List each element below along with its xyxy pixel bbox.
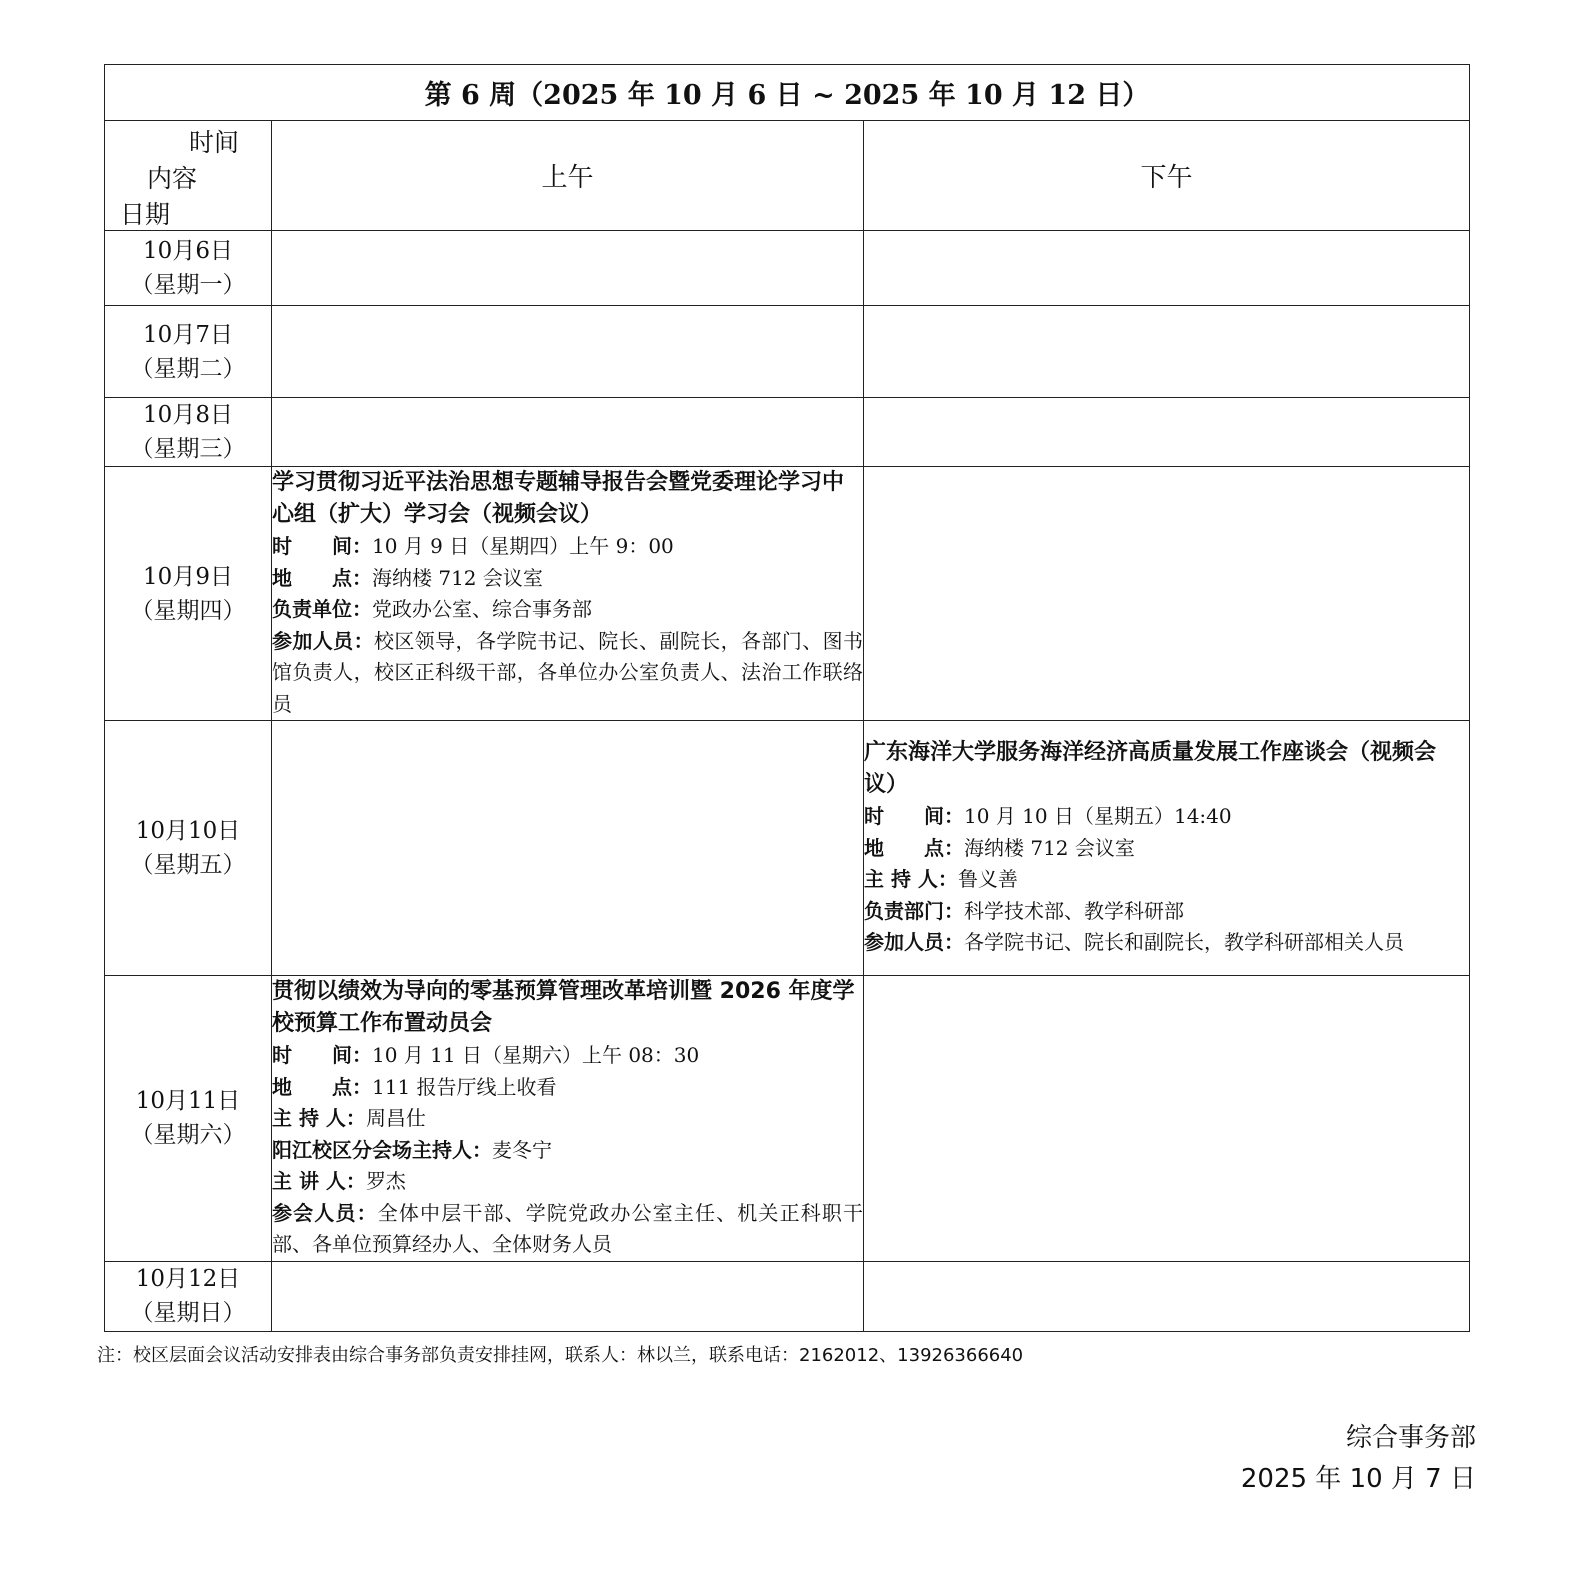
event-place-line — [864, 833, 1469, 865]
event-branch-host-label: 阳江校区分会场主持人： — [272, 1137, 492, 1162]
morning-header: 上午 — [272, 121, 864, 231]
event-speaker: 罗杰 — [365, 1169, 406, 1193]
event-time-line — [864, 801, 1469, 833]
table-row — [105, 1261, 1470, 1331]
event-host: 鲁义善 — [957, 867, 1018, 892]
event-title: 广东海洋大学服务海洋经济高质量发展工作座谈会（视频会议） — [864, 740, 1437, 798]
event-place: 111 报告厅线上收看 — [372, 1074, 557, 1099]
corner-time-label: 时间 — [189, 128, 240, 157]
event-place: 海纳楼 712 会议室 — [372, 565, 543, 590]
date-label: 10月10日 — [135, 818, 241, 844]
table-row — [105, 467, 1470, 721]
date-cell — [105, 976, 272, 1262]
event-attendees-label: 参会人员： — [272, 1200, 378, 1225]
event-oct9-morning — [272, 467, 864, 721]
afternoon-header: 下午 — [864, 121, 1470, 231]
weekday-label: （星期三） — [130, 436, 246, 462]
weekday-label: （星期二） — [130, 355, 246, 382]
date-label: 10月7日 — [143, 321, 233, 348]
date-label: 10月8日 — [143, 402, 233, 428]
date-cell — [105, 231, 272, 306]
afternoon-cell — [864, 231, 1470, 306]
date-cell — [105, 1261, 272, 1331]
event-host: 周昌仕 — [365, 1106, 426, 1130]
event-time-label: 时 间： — [272, 534, 372, 558]
morning-cell — [272, 721, 864, 976]
event-branch-host: 麦冬宁 — [492, 1137, 552, 1162]
event-attendees-line — [272, 626, 863, 721]
morning-cell — [272, 1261, 864, 1331]
event-time: 10 月 11 日（星期六）上午 08：30 — [372, 1043, 700, 1067]
table-row — [105, 721, 1470, 976]
event-title: 学习贯彻习近平法治思想专题辅导报告会暨党委理论学习中心组（扩大）学习会（视频会议） — [272, 470, 845, 527]
event-time-line — [272, 531, 863, 563]
event-unit-line — [272, 594, 863, 626]
event-attendees-label: 参加人员： — [272, 628, 374, 653]
afternoon-cell — [864, 306, 1470, 398]
date-cell — [105, 721, 272, 976]
event-place-line — [272, 1072, 863, 1104]
weekday-label: （星期日） — [130, 1300, 246, 1326]
weekday-label: （星期一） — [130, 272, 246, 298]
table-row — [105, 398, 1470, 467]
header-row — [105, 121, 1470, 231]
event-place-line — [272, 563, 863, 595]
morning-cell — [272, 398, 864, 467]
event-oct11-morning — [272, 976, 864, 1262]
event-host-line — [272, 1103, 863, 1135]
date-cell — [105, 467, 272, 721]
event-time-line — [272, 1040, 863, 1072]
event-dept-label: 负责部门： — [864, 898, 964, 923]
weekday-label: （星期四） — [130, 597, 246, 624]
morning-cell — [272, 306, 864, 398]
weekday-label: （星期五） — [130, 852, 246, 878]
event-attendees-label: 参加人员： — [864, 930, 964, 955]
event-time: 10 月 10 日（星期五）14:40 — [964, 804, 1232, 829]
corner-date-label: 日期 — [120, 200, 171, 229]
afternoon-cell — [864, 467, 1470, 721]
signature-department: 综合事务部 — [1345, 1423, 1476, 1453]
event-attendees: 全体中层干部、学院党政办公室主任、机关正科职干部、各单位预算经办人、全体财务人员 — [272, 1200, 864, 1256]
afternoon-cell — [864, 1261, 1470, 1331]
event-branch-host-line — [272, 1135, 863, 1167]
event-attendees: 各学院书记、院长和副院长，教学科研部相关人员 — [964, 930, 1404, 955]
event-host-line — [864, 864, 1469, 896]
date-label: 10月12日 — [135, 1266, 241, 1292]
morning-cell — [272, 231, 864, 306]
title-row — [105, 65, 1470, 121]
table-row — [105, 231, 1470, 306]
event-host-label: 主 持 人： — [272, 1106, 366, 1130]
event-speaker-line — [272, 1166, 863, 1198]
event-title: 贯彻以绩效为导向的零基预算管理改革培训暨 2026 年度学校预算工作布置动员会 — [272, 979, 855, 1036]
afternoon-cell — [864, 398, 1470, 467]
event-time-label: 时 间： — [864, 804, 964, 829]
event-time: 10 月 9 日（星期四）上午 9：00 — [372, 534, 674, 558]
schedule-title: 第 6 周（2025 年 10 月 6 日 ~ 2025 年 10 月 12 日） — [105, 65, 1470, 121]
event-attendees: 校区领导，各学院书记、院长、副院长，各部门、图书馆负责人，校区正科级干部，各单位办公室负责人、法治工作联络员 — [272, 628, 864, 716]
date-label: 10月6日 — [143, 238, 233, 264]
event-place: 海纳楼 712 会议室 — [964, 835, 1135, 860]
table-row — [105, 306, 1470, 398]
date-cell — [105, 398, 272, 467]
event-place-label: 地 点： — [272, 565, 372, 590]
weekday-label: （星期六） — [130, 1122, 246, 1149]
schedule-table — [104, 64, 1470, 1332]
footnote: 注：校区层面会议活动安排表由综合事务部负责安排挂网，联系人：林以兰，联系电话：2162012、13926366640 — [97, 1345, 1024, 1366]
date-cell — [105, 306, 272, 398]
event-time-label: 时 间： — [272, 1043, 372, 1067]
afternoon-cell — [864, 976, 1470, 1262]
corner-header — [105, 121, 272, 231]
signature-date: 2025 年 10 月 7 日 — [1240, 1464, 1476, 1494]
event-dept-line — [864, 896, 1469, 928]
event-host-label: 主 持 人： — [864, 867, 958, 892]
date-label: 10月9日 — [143, 563, 233, 590]
event-place-label: 地 点： — [864, 835, 964, 860]
event-place-label: 地 点： — [272, 1074, 372, 1099]
event-oct10-afternoon — [864, 721, 1470, 976]
event-unit: 党政办公室、综合事务部 — [372, 597, 592, 621]
event-dept: 科学技术部、教学科研部 — [964, 898, 1184, 923]
table-row — [105, 976, 1470, 1262]
event-unit-label: 负责单位： — [272, 597, 372, 621]
event-attendees-line — [864, 927, 1469, 959]
corner-content-label: 内容 — [147, 164, 198, 193]
event-attendees-line — [272, 1198, 863, 1261]
date-label: 10月11日 — [135, 1088, 241, 1115]
event-speaker-label: 主 讲 人： — [272, 1169, 366, 1193]
